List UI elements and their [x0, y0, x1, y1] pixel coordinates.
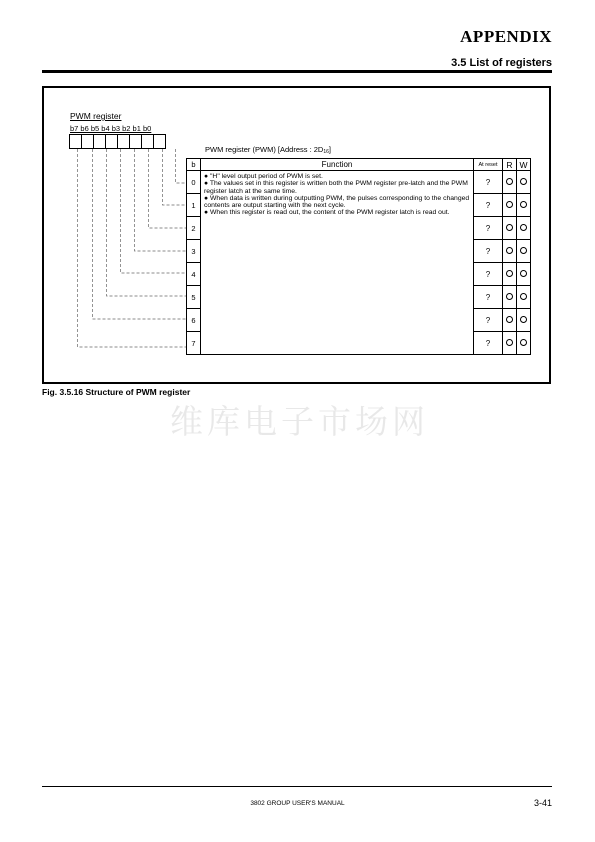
- read-cell: [503, 332, 517, 355]
- reset-value: ?: [474, 240, 503, 263]
- register-address-label: [205, 145, 331, 155]
- readable-circle-icon: [506, 339, 513, 346]
- readable-circle-icon: [506, 247, 513, 254]
- read-cell: [503, 263, 517, 286]
- address-radix: 16: [323, 149, 329, 155]
- write-cell: [517, 263, 531, 286]
- readable-circle-icon: [506, 316, 513, 323]
- bit-number: 4: [187, 263, 201, 286]
- write-cell: [517, 332, 531, 355]
- function-bullet: ● "H" level output period of PWM is set.: [204, 173, 323, 180]
- address-close: ]: [328, 145, 332, 154]
- bit-box-b0: [153, 134, 166, 149]
- header-function: Function: [201, 159, 474, 171]
- bit-number: 6: [187, 309, 201, 332]
- reset-value: ?: [474, 171, 503, 194]
- function-table: [186, 158, 531, 355]
- reset-value: ?: [474, 332, 503, 355]
- header-rule: [42, 70, 552, 73]
- bit-number: 2: [187, 217, 201, 240]
- reset-value: ?: [474, 263, 503, 286]
- bit-number: 1: [187, 194, 201, 217]
- readable-circle-icon: [506, 201, 513, 208]
- readable-circle-icon: [506, 270, 513, 277]
- header-at-reset: At reset: [474, 159, 503, 171]
- function-bullet: ● When data is written during outputting PWM, the pulses corresponding to the changed contents are output starting with the next cycle.: [204, 194, 470, 210]
- register-title: PWM register: [70, 111, 122, 121]
- bit-number: 0: [187, 171, 201, 194]
- readable-circle-icon: [506, 178, 513, 185]
- bit-boxes: [69, 134, 166, 149]
- register-name: PWM register (PWM) [Address : 2D: [205, 145, 324, 154]
- bit-labels: b7 b6 b5 b4 b3 b2 b1 b0: [70, 124, 152, 133]
- appendix-heading: APPENDIX: [460, 27, 552, 46]
- bit-number: 3: [187, 240, 201, 263]
- header-read: R: [503, 159, 517, 171]
- function-bullet: ● When this register is read out, the content of the PWM register latch is read out.: [204, 209, 450, 217]
- figure-caption: Fig. 3.5.16 Structure of PWM register: [42, 387, 191, 397]
- reset-value: ?: [474, 194, 503, 217]
- function-bullet: ● The values set in this register is written both the PWM register pre-latch and the PWM register latch at the same time.: [204, 180, 468, 195]
- read-cell: [503, 286, 517, 309]
- table-header-row: [187, 159, 531, 171]
- manual-title: 3802 GROUP USER'S MANUAL: [250, 800, 345, 807]
- writable-circle-icon: [520, 293, 527, 300]
- writable-circle-icon: [520, 316, 527, 323]
- function-description: [201, 171, 474, 355]
- table-row: [187, 171, 531, 194]
- write-cell: [517, 217, 531, 240]
- write-cell: [517, 286, 531, 309]
- header-bit: b: [187, 159, 201, 171]
- bit-number: 7: [187, 332, 201, 355]
- writable-circle-icon: [520, 178, 527, 185]
- read-cell: [503, 194, 517, 217]
- bit-number: 5: [187, 286, 201, 309]
- writable-circle-icon: [520, 224, 527, 231]
- writable-circle-icon: [520, 247, 527, 254]
- reset-value: ?: [474, 286, 503, 309]
- readable-circle-icon: [506, 293, 513, 300]
- writable-circle-icon: [520, 339, 527, 346]
- page-number: 3-41: [533, 798, 552, 808]
- reset-value: ?: [474, 309, 503, 332]
- write-cell: [517, 240, 531, 263]
- reset-value: ?: [474, 217, 503, 240]
- readable-circle-icon: [506, 224, 513, 231]
- watermark: 维库电子市场网: [170, 402, 429, 441]
- writable-circle-icon: [520, 201, 527, 208]
- read-cell: [503, 217, 517, 240]
- writable-circle-icon: [520, 270, 527, 277]
- read-cell: [503, 240, 517, 263]
- read-cell: [503, 171, 517, 194]
- read-cell: [503, 309, 517, 332]
- footer-rule: [42, 786, 552, 787]
- header-write: W: [517, 159, 531, 171]
- write-cell: [517, 309, 531, 332]
- section-heading: 3.5 List of registers: [451, 57, 552, 69]
- write-cell: [517, 194, 531, 217]
- write-cell: [517, 171, 531, 194]
